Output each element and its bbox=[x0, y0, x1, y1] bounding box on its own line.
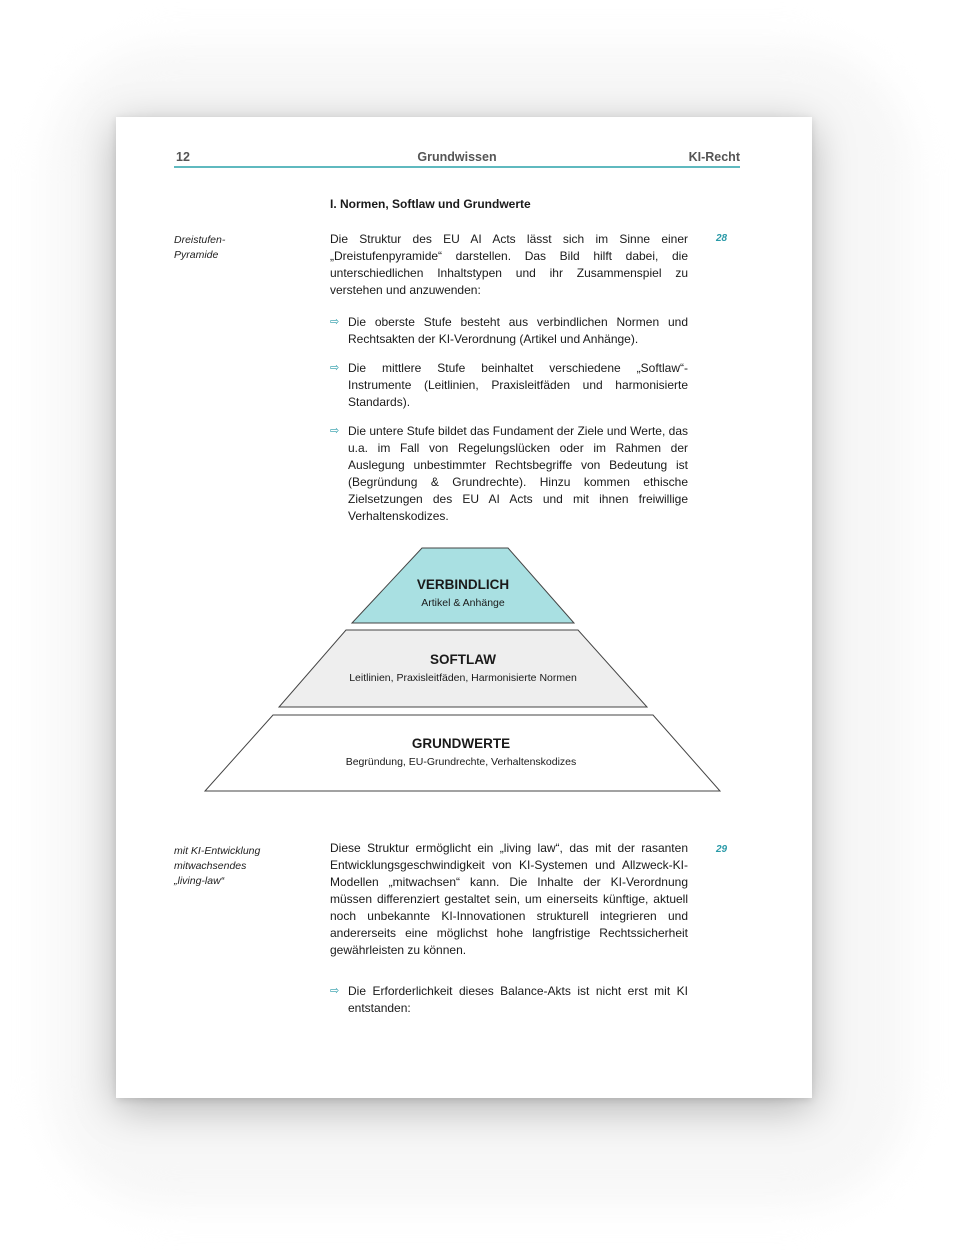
arrow-right-icon: ⇨ bbox=[330, 425, 340, 437]
running-title: Grundwissen bbox=[417, 150, 497, 164]
page-number: 12 bbox=[176, 150, 190, 164]
arrow-right-icon: ⇨ bbox=[330, 362, 340, 374]
paragraph-pyramid-intro: Die Struktur des EU AI Acts lässt sich im Sinne einer „Dreistufenpyramide“ darstellen. Das Bild hilft dabei, die unterschiedlichen Inhaltstypen und ihr Zusammenspiel zu verstehen und anzuwenden: bbox=[330, 232, 688, 297]
level-title-verbindlich: VERBINDLICH bbox=[416, 577, 510, 592]
level-subtitle-verbindlich: Artikel & Anhänge bbox=[421, 597, 505, 609]
margin-note-dreistufen: Dreistufen- Pyramide bbox=[174, 234, 226, 261]
book-title: KI-Recht bbox=[688, 150, 740, 164]
pyramid-level-top bbox=[352, 548, 574, 623]
level-title-grundwerte: GRUNDWERTE bbox=[411, 736, 511, 751]
margin-number-28: 28 bbox=[716, 233, 728, 244]
document-page bbox=[116, 117, 812, 1098]
level-subtitle-grundwerte: Begründung, EU-Grundrechte, Verhaltenskodizes bbox=[345, 756, 577, 768]
bullet-text: Die mittlere Stufe beinhaltet verschiedene „Softlaw“-Instrumente (Leitlinien, Praxisleitfäden und harmonisierte Standards). bbox=[348, 361, 688, 409]
level-title-softlaw: SOFTLAW bbox=[430, 652, 496, 667]
margin-number-29: 29 bbox=[716, 844, 728, 855]
level-subtitle-softlaw: Leitlinien, Praxisleitfäden, Harmonisierte Normen bbox=[349, 672, 577, 684]
paragraph-living-law: Diese Struktur ermöglicht ein „living law“, das mit der rasanten Entwicklungsgeschwindigkeit von KI-Systemen und Allzweck-KI-Modellen „mitwachsen“ kann. Die Inhalte der KI-Verordnung müssen differenziert gestaltet sein, um einerseits künftige, aktuell noch unbekannte KI-Innovationen strukturell integrieren und andererseits eine möglichst hohe langfristige Rechtssicherheit gewährleisten zu können. bbox=[330, 841, 688, 957]
list-item bbox=[330, 983, 688, 1017]
pyramid-level-middle bbox=[279, 630, 647, 707]
section-heading: I. Normen, Softlaw und Grundwerte bbox=[330, 197, 531, 211]
bullet-text: Die oberste Stufe besteht aus verbindlichen Normen und Rechtsakten der KI-Verordnung (Artikel und Anhänge). bbox=[348, 315, 688, 346]
arrow-right-icon: ⇨ bbox=[330, 316, 340, 328]
three-level-pyramid bbox=[116, 117, 812, 817]
bullet-text: Die untere Stufe bildet das Fundament der Ziele und Werte, das u.a. im Fall von Regelungslücken oder im Rahmen der Auslegung unbestimmter Rechtsbegriffe von Bedeutung ist (Begründung & Grundrechte). Hinzu kommen ethische Zielsetzungen des EU AI Acts und mit ihnen freiwillige Verhaltenskodizes. bbox=[348, 424, 688, 523]
margin-note-living-law: mit KI-Entwicklung mitwachsendes „living-law“ bbox=[174, 845, 261, 887]
bullet-text: Die Erforderlichkeit dieses Balance-Akts ist nicht erst mit KI entstanden: bbox=[348, 984, 688, 1015]
pyramid-level-bottom bbox=[205, 715, 720, 791]
arrow-right-icon: ⇨ bbox=[330, 985, 340, 997]
